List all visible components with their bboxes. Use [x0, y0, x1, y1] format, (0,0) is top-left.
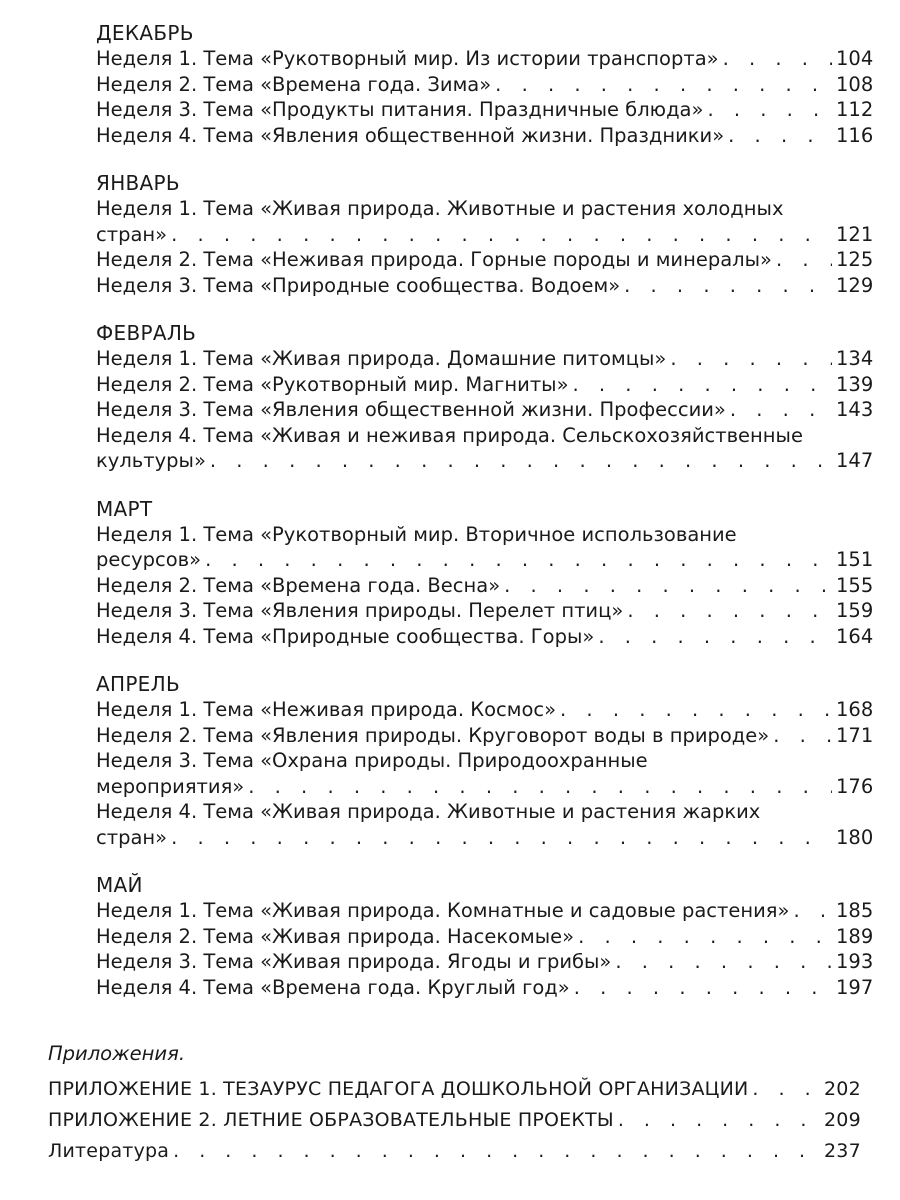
month-title: ФЕВРАЛЬ — [96, 321, 197, 345]
toc-page-number: 159 — [836, 599, 874, 622]
toc-entry-text: ресурсов» — [96, 548, 202, 571]
toc-entry-row — [96, 598, 874, 624]
toc-entry[interactable] — [96, 46, 874, 72]
toc-entry[interactable] — [96, 123, 874, 149]
toc-entry-text: Неделя 1. Тема «Неживая природа. Космос» — [96, 698, 557, 721]
toc-page-number: 176 — [836, 774, 874, 798]
dot-leader — [624, 273, 832, 299]
toc-entry[interactable] — [96, 975, 874, 1001]
month-title: АПРЕЛЬ — [96, 672, 180, 696]
dot-leader — [793, 898, 832, 924]
toc-entry-row — [96, 949, 874, 975]
dot-leader — [670, 346, 832, 372]
appendix-text: ПРИЛОЖЕНИЕ 2. ЛЕТНИЕ ОБРАЗОВАТЕЛЬНЫЕ ПРОЕКТЫ — [48, 1109, 614, 1131]
month-title: МАРТ — [96, 496, 153, 521]
appendix-entry[interactable] — [48, 1074, 861, 1105]
month-section — [96, 671, 874, 850]
toc-entry[interactable] — [96, 273, 874, 299]
toc-entry-row — [96, 697, 874, 723]
toc-entry[interactable] — [96, 598, 874, 624]
toc-page-number: 202 — [824, 1078, 861, 1100]
toc-page-number: 155 — [836, 573, 874, 597]
toc-page-number: 193 — [836, 950, 874, 973]
toc-entry-text: Неделя 1. Тема «Живая природа. Комнатные и садовые растения» — [96, 899, 790, 922]
toc-page-number: 116 — [836, 123, 874, 147]
toc-entry-row — [96, 97, 874, 123]
toc-entry-row — [96, 346, 874, 372]
toc-entry[interactable] — [96, 372, 874, 398]
toc-entry-text-line1: Неделя 3. Тема «Охрана природы. Природоохранные — [96, 749, 648, 772]
dot-leader — [573, 372, 832, 398]
toc-entry[interactable] — [96, 723, 874, 749]
dot-leader — [560, 697, 832, 723]
toc-entry[interactable] — [96, 196, 874, 247]
dot-leader — [618, 1105, 820, 1136]
dot-leader — [210, 448, 832, 474]
toc-entry-text: Неделя 2. Тема «Времена года. Весна» — [96, 573, 501, 597]
toc-page-number: 209 — [824, 1109, 861, 1131]
dot-leader — [723, 46, 832, 72]
toc-entry-row — [96, 46, 874, 72]
toc-entry-row — [96, 397, 874, 423]
toc-entry-row — [96, 72, 874, 98]
toc-entry-row — [96, 975, 874, 1001]
dot-leader — [627, 598, 832, 624]
month-section — [96, 872, 874, 1000]
toc-entry[interactable] — [96, 346, 874, 372]
toc-page-number: 189 — [836, 924, 874, 948]
toc-entry-row — [96, 273, 874, 299]
toc-page-number: 108 — [836, 72, 874, 96]
toc-entry[interactable] — [96, 748, 874, 799]
toc-page-number: 147 — [836, 449, 874, 472]
month-title: ДЕКАБРЬ — [96, 21, 194, 45]
toc-entry-text: мероприятия» — [96, 774, 245, 798]
appendix-text: Литература — [48, 1140, 170, 1162]
appendices-list — [48, 1074, 861, 1167]
toc-entry-row — [96, 624, 874, 650]
toc-entry[interactable] — [96, 573, 874, 599]
toc-entry-text: стран» — [96, 825, 168, 849]
toc-entry-text-line1: Неделя 1. Тема «Рукотворный мир. Вторичное использование — [96, 522, 737, 546]
month-section — [96, 20, 874, 148]
dot-leader — [728, 123, 832, 149]
toc-entry-row — [96, 774, 874, 800]
toc-entry-text: стран» — [96, 222, 168, 246]
toc-entry[interactable] — [96, 898, 874, 924]
appendix-text: ПРИЛОЖЕНИЕ 1. ТЕЗАУРУС ПЕДАГОГА ДОШКОЛЬНОЙ ОРГАНИЗАЦИИ — [48, 1078, 749, 1100]
dot-leader — [776, 247, 832, 273]
toc-entry-text: Неделя 4. Тема «Времена года. Круглый год» — [96, 975, 570, 999]
toc-entry-text: Неделя 3. Тема «Явления природы. Перелет птиц» — [96, 599, 624, 622]
toc-entry-text: Неделя 3. Тема «Явления общественной жизни. Профессии» — [96, 398, 726, 421]
month-title: ЯНВАРЬ — [96, 171, 180, 195]
toc-entry-text: Неделя 2. Тема «Живая природа. Насекомые» — [96, 924, 575, 948]
toc-entry-row — [96, 372, 874, 398]
dot-leader — [248, 774, 832, 800]
toc-page-number: 185 — [836, 899, 874, 922]
toc-page-number: 104 — [836, 47, 874, 70]
toc-page-number: 180 — [836, 825, 874, 849]
toc-entry[interactable] — [96, 247, 874, 273]
dot-leader — [615, 949, 832, 975]
dot-leader — [171, 825, 832, 851]
dot-leader — [730, 397, 832, 423]
toc-entry[interactable] — [96, 522, 874, 573]
toc-page-number: 121 — [836, 222, 874, 246]
toc-entry-row — [96, 247, 874, 273]
toc-entry[interactable] — [96, 799, 874, 850]
dot-leader — [205, 547, 832, 573]
toc-entry-row — [96, 723, 874, 749]
toc-page-number: 151 — [836, 548, 874, 571]
toc-entry[interactable] — [96, 697, 874, 723]
toc-page-number: 125 — [836, 248, 874, 271]
toc-entry-text: Неделя 3. Тема «Природные сообщества. Водоем» — [96, 273, 621, 297]
appendices-section — [48, 1040, 861, 1167]
toc-entry[interactable] — [96, 72, 874, 98]
toc-entry-text-line1: Неделя 4. Тема «Живая природа. Животные и растения жарких — [96, 800, 761, 823]
toc-entry-row — [96, 547, 874, 573]
toc-page-number: 168 — [836, 698, 874, 721]
toc-entry-text: Неделя 4. Тема «Явления общественной жизни. Праздники» — [96, 123, 725, 147]
toc-entry-text: Неделя 2. Тема «Неживая природа. Горные породы и минералы» — [96, 248, 772, 271]
month-sections — [96, 20, 874, 1022]
toc-page-number: 164 — [836, 624, 874, 648]
toc-page-number: 129 — [836, 273, 874, 297]
dot-leader — [752, 1074, 820, 1105]
dot-leader — [495, 72, 832, 98]
toc-entry-row — [96, 898, 874, 924]
appendix-entry[interactable] — [48, 1136, 861, 1167]
toc-entry-text: Неделя 3. Тема «Живая природа. Ягоды и грибы» — [96, 950, 612, 973]
toc-page-number: 171 — [836, 723, 874, 747]
toc-entry-row — [96, 924, 874, 950]
toc-entry-text: Неделя 3. Тема «Продукты питания. Праздничные блюда» — [96, 98, 704, 121]
dot-leader — [773, 723, 832, 749]
toc-entry-row — [96, 222, 874, 248]
toc-entry[interactable] — [96, 624, 874, 650]
toc-entry-text: Неделя 2. Тема «Рукотворный мир. Магниты» — [96, 372, 569, 396]
month-section — [96, 320, 874, 474]
appendices-title: Приложения. — [48, 1042, 186, 1065]
toc-page-number: 143 — [836, 398, 874, 421]
toc-page-number: 134 — [836, 347, 874, 370]
toc-entry-text-line1: Неделя 1. Тема «Живая природа. Животные и растения холодных — [96, 197, 784, 220]
month-section — [96, 496, 874, 650]
appendix-entry[interactable] — [48, 1105, 861, 1136]
toc-entry-text: культуры» — [96, 449, 206, 472]
dot-leader — [707, 97, 832, 123]
toc-page-number: 237 — [824, 1140, 861, 1162]
toc-entry-text: Неделя 2. Тема «Времена года. Зима» — [96, 72, 492, 96]
toc-entry[interactable] — [96, 949, 874, 975]
toc-page-number: 197 — [836, 975, 874, 999]
toc-entry[interactable] — [96, 924, 874, 950]
toc-entry-text: Неделя 1. Тема «Рукотворный мир. Из истории транспорта» — [96, 47, 719, 70]
toc-entry-row — [96, 825, 874, 851]
toc-entry[interactable] — [96, 397, 874, 423]
toc-entry-text: Неделя 4. Тема «Природные сообщества. Горы» — [96, 624, 595, 648]
toc-entry-row — [96, 573, 874, 599]
toc-entry-text: Неделя 2. Тема «Явления природы. Круговорот воды в природе» — [96, 723, 770, 747]
dot-leader — [173, 1136, 820, 1167]
toc-entry[interactable] — [96, 97, 874, 123]
toc-page-number: 139 — [836, 372, 874, 396]
dot-leader — [504, 573, 832, 599]
toc-entry-row — [96, 448, 874, 474]
dot-leader — [574, 975, 832, 1001]
dot-leader — [598, 624, 832, 650]
dot-leader — [578, 924, 832, 950]
toc-entry-row — [96, 123, 874, 149]
toc-entry-text: Неделя 1. Тема «Живая природа. Домашние питомцы» — [96, 347, 667, 370]
toc-entry[interactable] — [96, 423, 874, 474]
toc-page-number: 112 — [836, 98, 874, 121]
toc-entry-text-line1: Неделя 4. Тема «Живая и неживая природа. Сельскохозяйственные — [96, 423, 803, 447]
month-section — [96, 170, 874, 298]
dot-leader — [171, 222, 832, 248]
month-title: МАЙ — [96, 873, 143, 897]
